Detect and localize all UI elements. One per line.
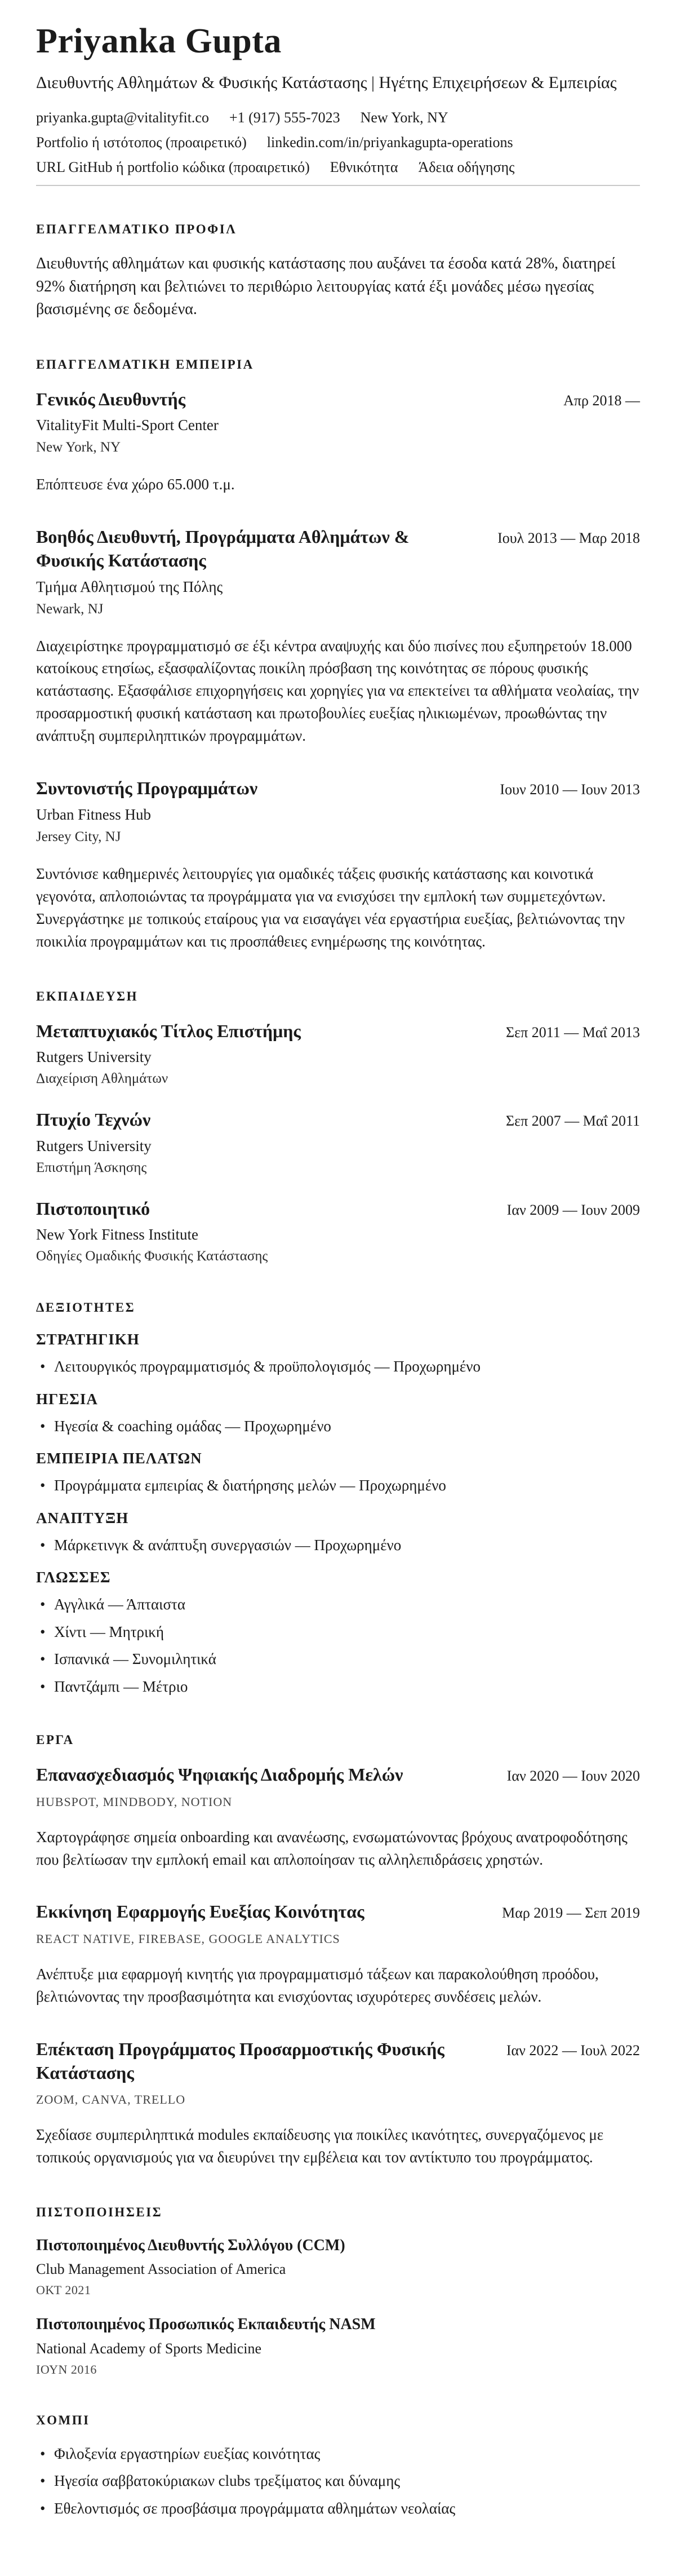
job-dates: Ιουν 2010 — Ιουν 2013 <box>500 781 640 798</box>
github-placeholder-text: URL GitHub ή portfolio κώδικα (προαιρετικό) <box>36 159 310 175</box>
contact-row-2 <box>36 134 640 151</box>
hobby-item: • Εθελοντισμός σε προσβάσιμα προγράμματα αθλημάτων νεολαίας <box>36 2498 640 2519</box>
education-section-heading: ΕΚΠΑΙΔΕΥΣΗ <box>36 989 138 1003</box>
section-skills <box>36 1300 640 1697</box>
experience-entry <box>36 388 640 497</box>
language-list <box>36 1594 640 1697</box>
skill-group <box>36 1331 640 1376</box>
job-location: Newark, NJ <box>36 601 104 617</box>
degree-title: Πιστοποιητικό <box>36 1198 150 1219</box>
degree-title: Πτυχίο Τεχνών <box>36 1109 151 1130</box>
school-name: Rutgers University <box>36 1048 152 1066</box>
company-name: VitalityFit Multi-Sport Center <box>36 417 219 434</box>
job-title: Συντονιστής Προγραμμάτων <box>36 778 258 799</box>
job-description: Επόπτευσε ένα χώρο 65.000 τ.μ. <box>36 476 235 493</box>
job-title: Βοηθός Διευθυντή, Προγράμματα Αθλημάτων & Φυσικής Κατάστασης <box>36 526 410 570</box>
portfolio-placeholder-text: Portfolio ή ιστότοπος (προαιρετικό) <box>36 134 247 151</box>
skill-category: ΕΜΠΕΙΡΙΑ ΠΕΛΑΤΩΝ <box>36 1450 202 1467</box>
phone-text: +1 (917) 555-7023 <box>229 109 340 126</box>
job-dates: Απρ 2018 — <box>563 392 640 409</box>
project-description: Σχεδίασε συμπεριληπτικά modules εκπαίδευσης για ποικίλες ικανότητες, συνεργαζόμενος με τοπικούς οργανισμούς για να διευρύνει την εμβέλεια και τον αντίκτυπο του προγράμματος. <box>36 2126 604 2166</box>
linkedin-text: linkedin.com/in/priyankagupta-operations <box>266 134 513 151</box>
section-profile <box>36 222 640 321</box>
project-description: Ανέπτυξε μια εφαρμογή κινητής για προγραμματισμό τάξεων και παρακολούθηση προόδου, βελτιώνοντας την προσβασιμότητα και ενισχύοντας ισχυρότερες συνδέσεις μελών. <box>36 1966 599 2006</box>
skill-item: • Λειτουργικός προγραμματισμός & προϋπολογισμός — Προχωρημένο <box>36 1356 640 1376</box>
skill-list <box>36 1416 640 1436</box>
experience-section-heading: ΕΠΑΓΓΕΛΜΑΤΙΚΗ ΕΜΠΕΙΡΙΑ <box>36 357 254 371</box>
person-name: Priyanka Gupta <box>36 22 282 60</box>
skill-category: ΗΓΕΣΙΑ <box>36 1390 98 1407</box>
skill-group <box>36 1450 640 1495</box>
education-dates: Σεπ 2011 — Μαΐ 2013 <box>506 1024 640 1041</box>
project-title: Επέκταση Προγράμματος Προσαρμοστικής Φυσικής Κατάστασης <box>36 2038 444 2083</box>
section-certifications <box>36 2205 640 2377</box>
education-entry <box>36 1020 640 1087</box>
skill-category: ΣΤΡΑΤΗΓΙΚΗ <box>36 1331 140 1348</box>
resume-page <box>36 21 640 2519</box>
contact-row-1 <box>36 109 640 126</box>
skill-category: ΓΛΩΣΣΕΣ <box>36 1569 111 1586</box>
language-item: • Ισπανικά — Συνομιλητικά <box>36 1649 640 1669</box>
project-title: Εκκίνηση Εφαρμογής Ευεξίας Κοινότητας <box>36 1901 364 1922</box>
hobbies-section-heading: ΧΟΜΠΙ <box>36 2413 90 2427</box>
education-entry <box>36 1197 640 1265</box>
project-entry <box>36 2038 640 2169</box>
company-name: Urban Fitness Hub <box>36 805 151 823</box>
language-item: • Χίντι — Μητρική <box>36 1622 640 1642</box>
skill-item: • Μάρκετινγκ & ανάπτυξη συνεργασιών — Προχωρημένο <box>36 1535 640 1555</box>
license-placeholder-text: Άδεια οδήγησης <box>418 159 515 175</box>
entry-head <box>36 2038 640 2084</box>
job-dates: Ιουλ 2013 — Μαρ 2018 <box>497 530 640 547</box>
hobby-item: • Ηγεσία σαββατοκύριακων clubs τρεξίματος και δύναμης <box>36 2471 640 2491</box>
hobby-item: • Φιλοξενία εργαστηρίων ευεξίας κοινότητας <box>36 2444 640 2464</box>
entry-head <box>36 777 640 800</box>
skill-group-languages <box>36 1569 640 1697</box>
project-tech-stack: ZOOM, CANVA, TRELLO <box>36 2092 186 2107</box>
language-item: • Παντζάμπι — Μέτριο <box>36 1676 640 1697</box>
language-item: • Αγγλικά — Άπταιστα <box>36 1594 640 1614</box>
skills-section-heading: ΔΕΞΙΟΤΗΤΕΣ <box>36 1300 136 1315</box>
certification-date: ΟΚΤ 2021 <box>36 2283 91 2298</box>
field-of-study: Διαχείριση Αθλημάτων <box>36 1071 168 1087</box>
certification-entry <box>36 2236 640 2298</box>
profile-text: Διευθυντής αθλημάτων και φυσικής κατάστασης που αυξάνει τα έσοδα κατά 28%, διατηρεί 92% διατήρηση και βελτιώνει το περιθώριο λειτουργίας κατά έξι μονάδες μέσω ηγεσίας βασισμένης σε δεδομένα. <box>36 255 616 318</box>
project-tech-stack: REACT NATIVE, FIREBASE, GOOGLE ANALYTICS <box>36 1932 340 1946</box>
job-location: New York, NY <box>36 440 121 455</box>
school-name: New York Fitness Institute <box>36 1226 199 1243</box>
skill-list <box>36 1475 640 1495</box>
entry-head <box>36 1108 640 1132</box>
headline: Διευθυντής Αθλημάτων & Φυσικής Κατάστασης | Ηγέτης Επιχειρήσεων & Εμπειρίας <box>36 73 617 92</box>
skill-item: • Προγράμματα εμπειρίας & διατήρησης μελών — Προχωρημένο <box>36 1475 640 1495</box>
company-name: Τμήμα Αθλητισμού της Πόλης <box>36 578 223 595</box>
section-education <box>36 989 640 1265</box>
header-divider <box>36 185 640 186</box>
project-entry <box>36 1763 640 1871</box>
entry-head <box>36 1197 640 1221</box>
certification-title: Πιστοποιημένος Προσωπικός Εκπαιδευτής NASM <box>36 2316 376 2334</box>
email-text: priyanka.gupta@vitalityfit.co <box>36 109 209 126</box>
certifications-section-heading: ΠΙΣΤΟΠΟΙΗΣΕΙΣ <box>36 2205 163 2220</box>
section-projects <box>36 1733 640 2169</box>
job-description: Διαχειρίστηκε προγραμματισμό σε έξι κέντρα αναψυχής και δύο πισίνες που εξυπηρετούν 18.000 κατοίκους ετησίως, εξασφαλίζοντας ποικίλη πρόσβαση της κοινότητας σε πόρους φυσικής κατάστασης. Εξασφάλισε επιχορηγήσεις και χορηγίες για να επεκτείνει τα αθλήματα νεολαίας, την προσαρμοστική φυσική κατάσταση και πρωτοβουλίες ευεξίας ηλικιωμένων, προωθώντας την ανάπτυξη συμπεριληπτικών προγραμμάτων. <box>36 637 639 745</box>
job-description: Συντόνισε καθημερινές λειτουργίες για ομαδικές τάξεις φυσικής κατάστασης και κοινοτικά γεγονότα, απλοποιώντας τα προγράμματα για να ενισχύσει την εμπλοκή των συμμετεχόντων. Συνεργάστηκε με τοπικούς εταίρους για να εισαγάγει νέα εργαστήρια ευεξίας, βελτιώνοντας την ποικιλία προγραμμάτων και τις προσπάθειες ενημέρωσης της κοινότητας. <box>36 865 625 950</box>
entry-head <box>36 1763 640 1787</box>
skill-list <box>36 1535 640 1555</box>
projects-section-heading: ΕΡΓΑ <box>36 1732 74 1747</box>
project-dates: Ιαν 2022 — Ιουλ 2022 <box>506 2042 640 2059</box>
experience-entry <box>36 525 640 747</box>
section-experience <box>36 357 640 953</box>
field-of-study: Επιστήμη Άσκησης <box>36 1159 147 1175</box>
certification-org: Club Management Association of America <box>36 2261 286 2278</box>
nationality-placeholder-text: Εθνικότητα <box>330 159 398 175</box>
experience-entry <box>36 777 640 953</box>
entry-head <box>36 1900 640 1924</box>
job-location: Jersey City, NJ <box>36 829 121 844</box>
education-entry <box>36 1108 640 1176</box>
project-title: Επανασχεδιασμός Ψηφιακής Διαδρομής Μελών <box>36 1764 403 1785</box>
project-entry <box>36 1900 640 2008</box>
skill-list <box>36 1356 640 1376</box>
section-hobbies <box>36 2413 640 2519</box>
skill-item: • Ηγεσία & coaching ομάδας — Προχωρημένο <box>36 1416 640 1436</box>
certification-org: National Academy of Sports Medicine <box>36 2340 262 2357</box>
resume-header <box>36 21 640 176</box>
skill-group <box>36 1510 640 1555</box>
certification-date: ΙΟΥΝ 2016 <box>36 2362 97 2376</box>
skill-category: ΑΝΑΠΤΥΞΗ <box>36 1509 129 1526</box>
skill-group <box>36 1391 640 1436</box>
job-title: Γενικός Διευθυντής <box>36 388 186 409</box>
school-name: Rutgers University <box>36 1137 152 1154</box>
certification-entry <box>36 2314 640 2376</box>
entry-head <box>36 1020 640 1043</box>
location-text: New York, NY <box>360 109 448 126</box>
certification-title: Πιστοποιημένος Διευθυντής Συλλόγου (CCM) <box>36 2237 345 2255</box>
education-dates: Ιαν 2009 — Ιουν 2009 <box>506 1201 640 1218</box>
hobby-list <box>36 2444 640 2519</box>
project-dates: Ιαν 2020 — Ιουν 2020 <box>506 1767 640 1784</box>
contact-row-3 <box>36 159 640 176</box>
project-description: Χαρτογράφησε σημεία onboarding και ανανέωσης, ενσωματώνοντας βρόχους ανατροφοδότησης που βελτίωσαν την εμπλοκή email και απλοποίησαν τις αλληλεπιδράσεις χρηστών. <box>36 1828 628 1868</box>
project-dates: Μαρ 2019 — Σεπ 2019 <box>502 1905 640 1922</box>
entry-head <box>36 388 640 411</box>
degree-title: Μεταπτυχιακός Τίτλος Επιστήμης <box>36 1020 301 1041</box>
entry-head <box>36 525 640 572</box>
profile-section-heading: ΕΠΑΓΓΕΛΜΑΤΙΚΟ ΠΡΟΦΙΛ <box>36 222 237 236</box>
project-tech-stack: HUBSPOT, MINDBODY, NOTION <box>36 1794 233 1809</box>
field-of-study: Οδηγίες Ομαδικής Φυσικής Κατάστασης <box>36 1249 268 1264</box>
education-dates: Σεπ 2007 — Μαΐ 2011 <box>506 1113 640 1130</box>
